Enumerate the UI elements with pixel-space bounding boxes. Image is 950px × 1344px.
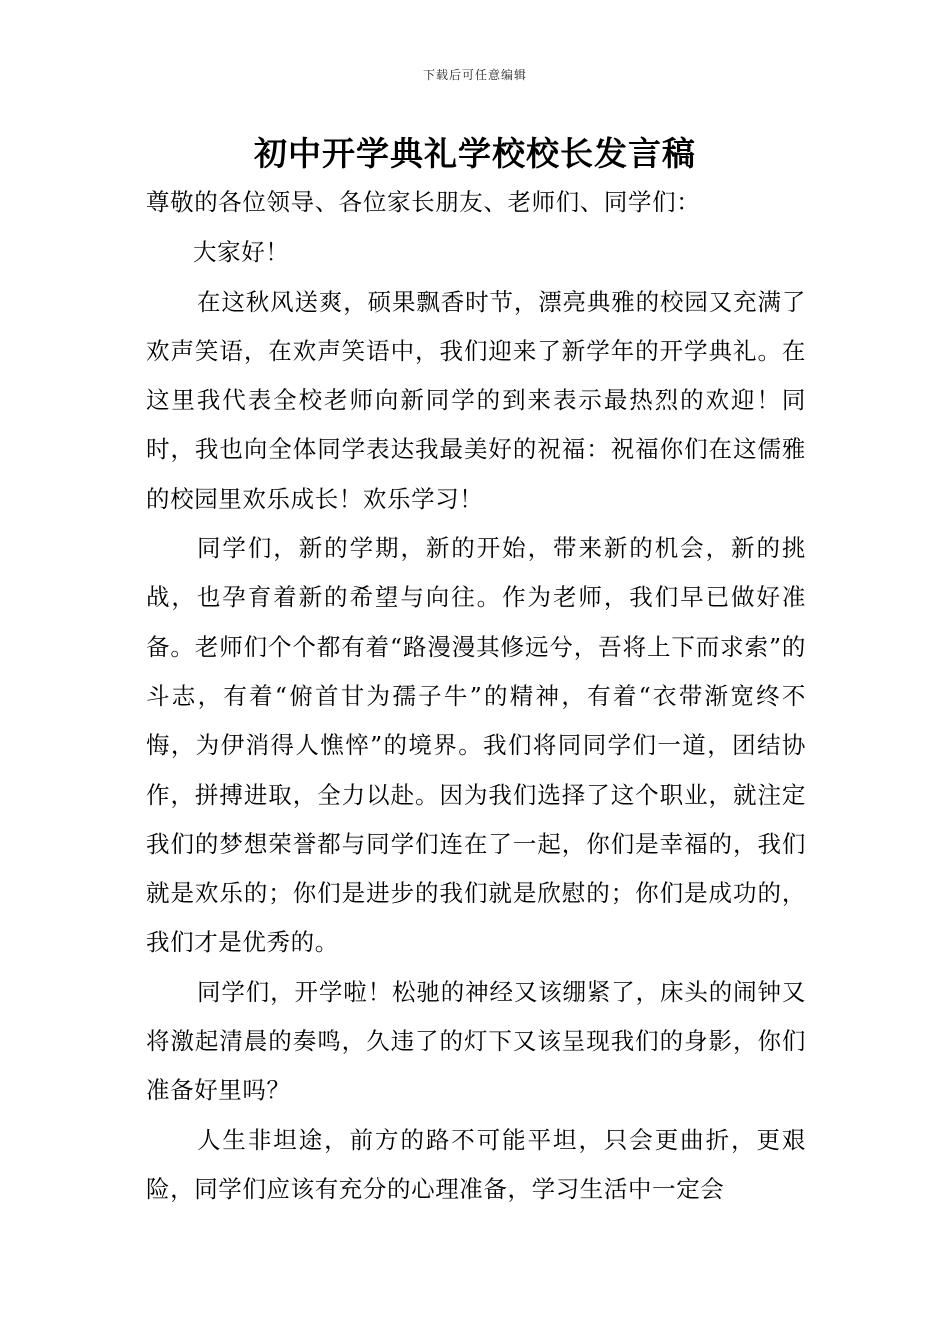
paragraph-1: 在这秋风送爽，硕果飘香时节，漂亮典雅的校园又充满了欢声笑语，在欢声笑语中，我们迎来了新学年的开学典礼。在这里我代表全校老师向新同学的到来表示最热烈的欢迎！同时，我也向全体同学表达我最美好的祝福：祝福你们在这儒雅的校园里欢乐成长！欢乐学习！ bbox=[146, 287, 806, 513]
greeting: 大家好！ bbox=[193, 238, 290, 267]
header-note: 下载后可任意编辑 bbox=[422, 68, 527, 82]
paragraph-3: 同学们，开学啦！松驰的神经又该绷紧了，床头的闹钟又将激起清晨的奏鸣，久违了的灯下又该呈现我们的身影，你们准备好里吗？ bbox=[146, 977, 806, 1105]
document-title: 初中开学典礼学校校长发言稿 bbox=[254, 134, 696, 173]
salutation: 尊敬的各位领导、各位家长朋友、老师们、同学们： bbox=[146, 188, 701, 216]
paragraph-2: 同学们，新的学期，新的开始，带来新的机会，新的挑战，也孕育着新的希望与向往。作为老师，我们早已做好准备。老师们个个都有着“路漫漫其修远兮，吾将上下而求索”的斗志，有着“俯首甘为孺子牛”的精神，有着“衣带渐宽终不悔，为伊消得人憔悴”的境界。我们将同同学们一道，团结协作，拼搏进取，全力以赴。因为我们选择了这个职业，就注定我们的梦想荣誉都与同学们连在了一起，你们是幸福的，我们就是欢乐的；你们是进步的我们就是欣慰的；你们是成功的，我们才是优秀的。 bbox=[146, 534, 806, 957]
document-body bbox=[146, 178, 806, 1214]
paragraph-4: 人生非坦途，前方的路不可能平坦，只会更曲折，更艰险，同学们应该有充分的心理准备，学习生活中一定会 bbox=[146, 1125, 806, 1203]
